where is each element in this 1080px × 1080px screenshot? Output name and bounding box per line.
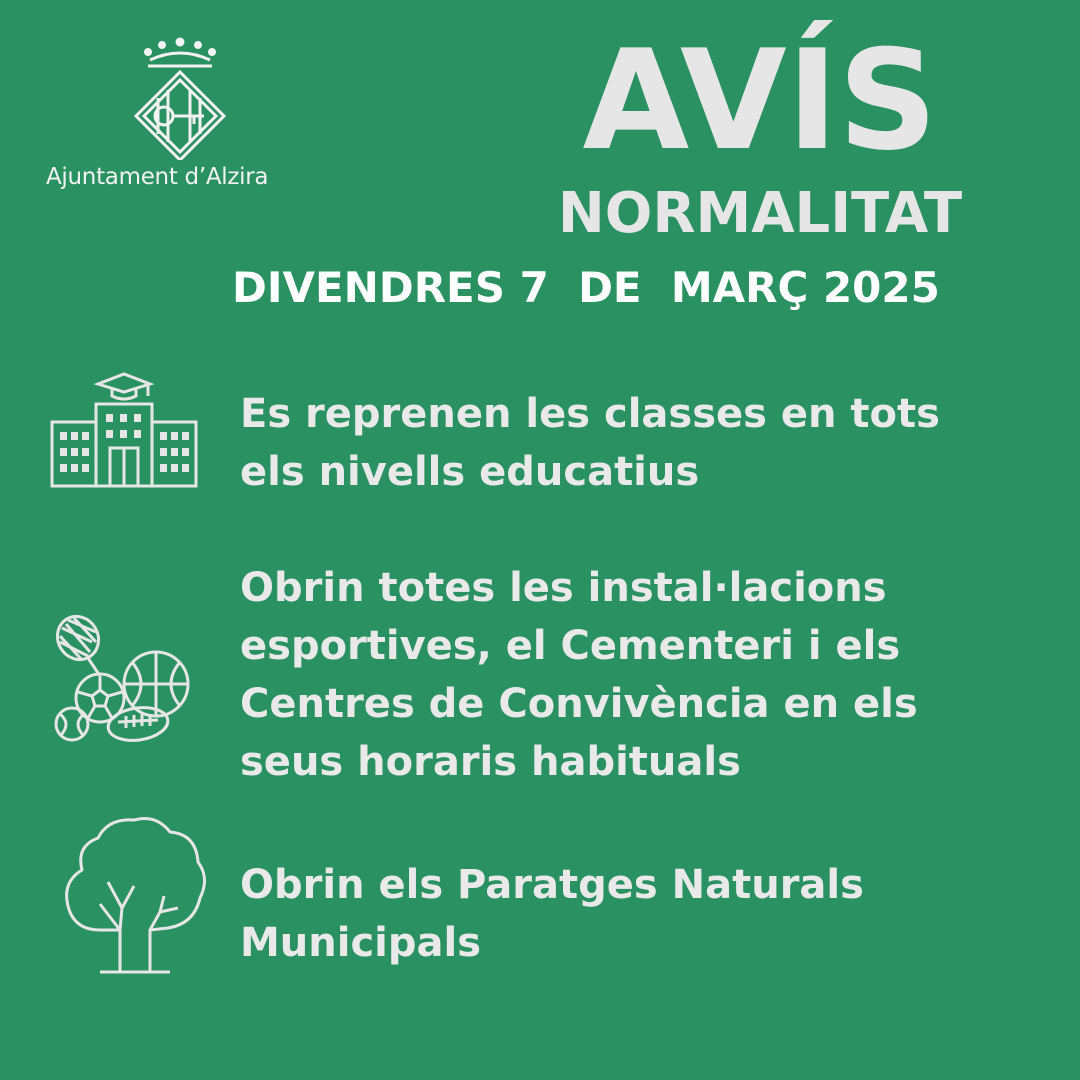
city-coat-of-arms-icon bbox=[128, 36, 232, 160]
item-line: seus horaris habituals bbox=[240, 739, 741, 785]
item-natural-areas bbox=[240, 856, 1050, 972]
item-line: els nivells educatius bbox=[240, 449, 700, 495]
notice-date: DIVENDRES 7 DE MARÇ 2025 bbox=[232, 263, 940, 312]
tree-icon bbox=[60, 812, 210, 974]
item-line: Municipals bbox=[240, 920, 482, 966]
school-building-icon bbox=[48, 370, 200, 488]
item-line: Obrin totes les instal·lacions bbox=[240, 565, 887, 611]
item-line: Obrin els Paratges Naturals bbox=[240, 862, 864, 908]
item-line: esportives, el Cementeri i els bbox=[240, 623, 901, 669]
notice-subtitle: NORMALITAT bbox=[557, 181, 963, 246]
item-line: Es reprenen les classes en tots bbox=[240, 391, 940, 437]
municipality-name: Ajuntament d’Alzira bbox=[46, 164, 269, 190]
sports-balls-icon bbox=[52, 612, 192, 748]
municipal-logo bbox=[40, 36, 320, 196]
item-classes bbox=[240, 385, 1050, 501]
notice-title: AVÍS bbox=[582, 20, 938, 181]
item-sports-facilities bbox=[240, 559, 1050, 791]
item-line: Centres de Convivència en els bbox=[240, 681, 918, 727]
